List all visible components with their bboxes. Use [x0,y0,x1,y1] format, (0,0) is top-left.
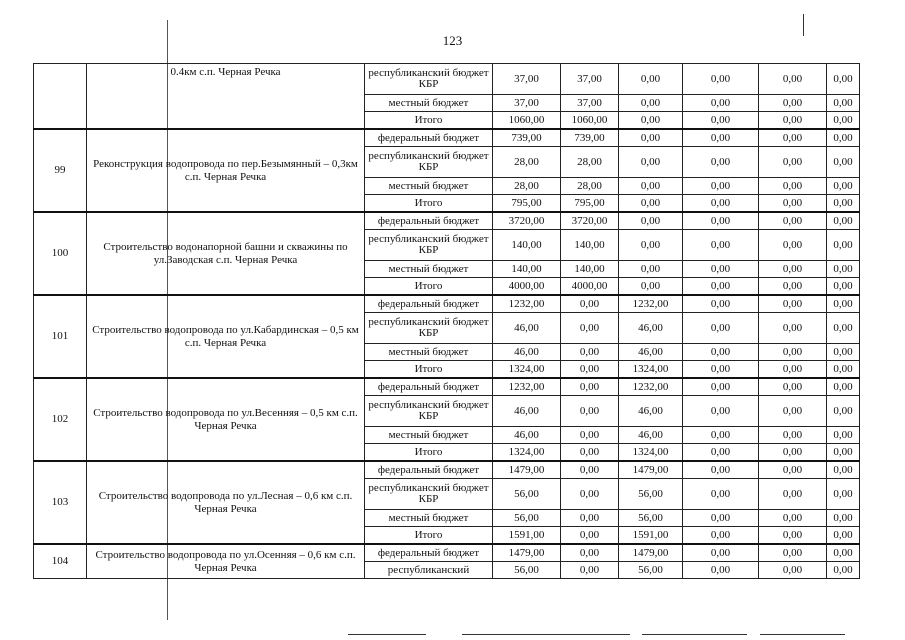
amount-col-5: 0,00 [759,479,827,510]
funding-source: Итого [365,361,493,379]
amount-col-6: 0,00 [827,444,860,462]
project-name: Строительство водопровода по ул.Лесная – 0,6 км с.п. Черная Речка [87,461,365,544]
project-index: 104 [34,544,87,579]
funding-source: республиканский бюджет КБР [365,479,493,510]
amount-col-3: 0,00 [619,195,683,213]
amount-col-4: 0,00 [683,427,759,444]
amount-col-4: 0,00 [683,378,759,396]
amount-col-4: 0,00 [683,361,759,379]
page-number: 123 [442,33,463,48]
table-row [34,295,860,313]
funding-source: Итого [365,195,493,213]
project-name: Строительство водонапорной башни и скважины по ул.Заводская с.п. Черная Речка [87,212,365,295]
amount-col-4: 0,00 [683,344,759,361]
amount-col-5: 0,00 [759,147,827,178]
amount-col-4: 0,00 [683,64,759,95]
amount-col-5: 0,00 [759,361,827,379]
amount-col-2: 3720,00 [561,212,619,230]
table-row [34,129,860,147]
amount-col-5: 0,00 [759,212,827,230]
funding-source: республиканский бюджет КБР [365,396,493,427]
project-index [34,64,87,130]
amount-col-4: 0,00 [683,544,759,562]
amount-col-2: 37,00 [561,95,619,112]
scan-artifact-mark [803,14,804,36]
amount-col-2: 0,00 [561,527,619,545]
amount-col-6: 0,00 [827,461,860,479]
amount-col-1: 1324,00 [493,361,561,379]
amount-col-2: 4000,00 [561,278,619,296]
amount-col-3: 56,00 [619,562,683,579]
amount-col-3: 0,00 [619,95,683,112]
amount-col-1: 46,00 [493,313,561,344]
amount-col-6: 0,00 [827,361,860,379]
amount-col-3: 0,00 [619,147,683,178]
amount-col-1: 1060,00 [493,112,561,130]
project-index: 100 [34,212,87,295]
funding-source: республиканский бюджет КБР [365,313,493,344]
amount-col-5: 0,00 [759,444,827,462]
amount-col-1: 28,00 [493,147,561,178]
amount-col-6: 0,00 [827,510,860,527]
amount-col-5: 0,00 [759,112,827,130]
amount-col-6: 0,00 [827,147,860,178]
amount-col-3: 0,00 [619,212,683,230]
amount-col-3: 1324,00 [619,444,683,462]
amount-col-5: 0,00 [759,427,827,444]
amount-col-4: 0,00 [683,129,759,147]
amount-col-3: 0,00 [619,261,683,278]
table-row [34,378,860,396]
amount-col-3: 1232,00 [619,295,683,313]
amount-col-2: 140,00 [561,230,619,261]
amount-col-3: 1479,00 [619,544,683,562]
amount-col-4: 0,00 [683,396,759,427]
amount-col-2: 28,00 [561,178,619,195]
amount-col-3: 0,00 [619,230,683,261]
amount-col-5: 0,00 [759,313,827,344]
amount-col-1: 4000,00 [493,278,561,296]
amount-col-6: 0,00 [827,212,860,230]
amount-col-2: 37,00 [561,64,619,95]
project-name: 0.4км с.п. Черная Речка [87,64,365,130]
funding-source: Итого [365,112,493,130]
amount-col-6: 0,00 [827,378,860,396]
funding-source: Итого [365,444,493,462]
amount-col-1: 739,00 [493,129,561,147]
amount-col-5: 0,00 [759,64,827,95]
amount-col-1: 1591,00 [493,527,561,545]
amount-col-5: 0,00 [759,230,827,261]
amount-col-2: 0,00 [561,510,619,527]
amount-col-4: 0,00 [683,510,759,527]
amount-col-6: 0,00 [827,230,860,261]
amount-col-5: 0,00 [759,527,827,545]
amount-col-5: 0,00 [759,261,827,278]
amount-col-2: 0,00 [561,444,619,462]
amount-col-3: 0,00 [619,129,683,147]
amount-col-4: 0,00 [683,562,759,579]
amount-col-6: 0,00 [827,313,860,344]
amount-col-2: 0,00 [561,295,619,313]
amount-col-1: 46,00 [493,427,561,444]
project-name: Строительство водопровода по ул.Кабардинская – 0,5 км с.п. Черная Речка [87,295,365,378]
amount-col-1: 140,00 [493,261,561,278]
amount-col-2: 0,00 [561,396,619,427]
funding-source: местный бюджет [365,344,493,361]
scan-artifact-underline [760,634,845,635]
amount-col-1: 1232,00 [493,378,561,396]
amount-col-3: 0,00 [619,112,683,130]
amount-col-2: 0,00 [561,544,619,562]
amount-col-1: 56,00 [493,562,561,579]
amount-col-6: 0,00 [827,64,860,95]
amount-col-2: 0,00 [561,461,619,479]
amount-col-5: 0,00 [759,95,827,112]
amount-col-2: 0,00 [561,378,619,396]
table-row [34,544,860,562]
amount-col-1: 1232,00 [493,295,561,313]
amount-col-6: 0,00 [827,527,860,545]
amount-col-6: 0,00 [827,129,860,147]
amount-col-3: 56,00 [619,479,683,510]
amount-col-4: 0,00 [683,147,759,178]
amount-col-2: 0,00 [561,479,619,510]
project-index: 103 [34,461,87,544]
amount-col-4: 0,00 [683,230,759,261]
amount-col-4: 0,00 [683,95,759,112]
amount-col-2: 0,00 [561,427,619,444]
amount-col-5: 0,00 [759,378,827,396]
amount-col-5: 0,00 [759,396,827,427]
funding-source: местный бюджет [365,427,493,444]
amount-col-5: 0,00 [759,544,827,562]
budget-table [33,63,860,579]
amount-col-5: 0,00 [759,129,827,147]
amount-col-2: 795,00 [561,195,619,213]
amount-col-6: 0,00 [827,278,860,296]
amount-col-4: 0,00 [683,178,759,195]
amount-col-5: 0,00 [759,195,827,213]
amount-col-1: 1479,00 [493,544,561,562]
funding-source: республиканский бюджет КБР [365,230,493,261]
amount-col-3: 0,00 [619,64,683,95]
amount-col-4: 0,00 [683,212,759,230]
amount-col-2: 0,00 [561,361,619,379]
amount-col-6: 0,00 [827,562,860,579]
amount-col-6: 0,00 [827,544,860,562]
amount-col-2: 0,00 [561,562,619,579]
amount-col-1: 46,00 [493,396,561,427]
scan-artifact-underline [642,634,747,635]
amount-col-6: 0,00 [827,178,860,195]
funding-source: федеральный бюджет [365,295,493,313]
amount-col-5: 0,00 [759,510,827,527]
funding-source: республиканский [365,562,493,579]
funding-source: Итого [365,527,493,545]
amount-col-6: 0,00 [827,195,860,213]
amount-col-4: 0,00 [683,479,759,510]
amount-col-1: 1479,00 [493,461,561,479]
amount-col-3: 56,00 [619,510,683,527]
table-row [34,461,860,479]
amount-col-1: 56,00 [493,510,561,527]
funding-source: республиканский бюджет КБР [365,64,493,95]
amount-col-2: 739,00 [561,129,619,147]
amount-col-4: 0,00 [683,261,759,278]
amount-col-4: 0,00 [683,461,759,479]
amount-col-6: 0,00 [827,95,860,112]
funding-source: федеральный бюджет [365,544,493,562]
amount-col-6: 0,00 [827,261,860,278]
amount-col-2: 28,00 [561,147,619,178]
amount-col-3: 46,00 [619,344,683,361]
table-row [34,64,860,95]
amount-col-6: 0,00 [827,295,860,313]
amount-col-4: 0,00 [683,313,759,344]
scan-artifact-underline [462,634,630,635]
amount-col-2: 0,00 [561,313,619,344]
amount-col-1: 37,00 [493,95,561,112]
amount-col-3: 46,00 [619,313,683,344]
amount-col-5: 0,00 [759,461,827,479]
funding-source: федеральный бюджет [365,212,493,230]
funding-source: местный бюджет [365,95,493,112]
project-name: Строительство водопровода по ул.Осенняя – 0,6 км с.п. Черная Речка [87,544,365,579]
amount-col-3: 1479,00 [619,461,683,479]
amount-col-1: 46,00 [493,344,561,361]
amount-col-1: 140,00 [493,230,561,261]
funding-source: республиканский бюджет КБР [365,147,493,178]
amount-col-3: 1324,00 [619,361,683,379]
funding-source: местный бюджет [365,178,493,195]
funding-source: местный бюджет [365,261,493,278]
amount-col-4: 0,00 [683,195,759,213]
project-index: 99 [34,129,87,212]
amount-col-6: 0,00 [827,344,860,361]
amount-col-6: 0,00 [827,396,860,427]
amount-col-3: 46,00 [619,427,683,444]
amount-col-1: 28,00 [493,178,561,195]
funding-source: Итого [365,278,493,296]
funding-source: федеральный бюджет [365,461,493,479]
amount-col-5: 0,00 [759,178,827,195]
table-row [34,212,860,230]
amount-col-3: 0,00 [619,178,683,195]
project-name: Строительство водопровода по ул.Весенняя – 0,5 км с.п. Черная Речка [87,378,365,461]
amount-col-3: 0,00 [619,278,683,296]
project-index: 102 [34,378,87,461]
amount-col-6: 0,00 [827,427,860,444]
amount-col-2: 140,00 [561,261,619,278]
funding-source: местный бюджет [365,510,493,527]
funding-source: федеральный бюджет [365,129,493,147]
amount-col-2: 0,00 [561,344,619,361]
amount-col-6: 0,00 [827,479,860,510]
amount-col-4: 0,00 [683,295,759,313]
scan-artifact-underline [348,634,426,635]
amount-col-5: 0,00 [759,344,827,361]
amount-col-3: 46,00 [619,396,683,427]
amount-col-1: 3720,00 [493,212,561,230]
budget-table-body [34,64,860,579]
amount-col-4: 0,00 [683,527,759,545]
funding-source: федеральный бюджет [365,378,493,396]
amount-col-4: 0,00 [683,112,759,130]
amount-col-5: 0,00 [759,278,827,296]
project-index: 101 [34,295,87,378]
amount-col-1: 1324,00 [493,444,561,462]
project-name: Реконструкция водопровода по пер.Безымянный – 0,3км с.п. Черная Речка [87,129,365,212]
amount-col-1: 795,00 [493,195,561,213]
amount-col-6: 0,00 [827,112,860,130]
amount-col-5: 0,00 [759,295,827,313]
amount-col-4: 0,00 [683,278,759,296]
amount-col-2: 1060,00 [561,112,619,130]
amount-col-1: 56,00 [493,479,561,510]
amount-col-5: 0,00 [759,562,827,579]
amount-col-3: 1232,00 [619,378,683,396]
amount-col-3: 1591,00 [619,527,683,545]
amount-col-1: 37,00 [493,64,561,95]
amount-col-4: 0,00 [683,444,759,462]
